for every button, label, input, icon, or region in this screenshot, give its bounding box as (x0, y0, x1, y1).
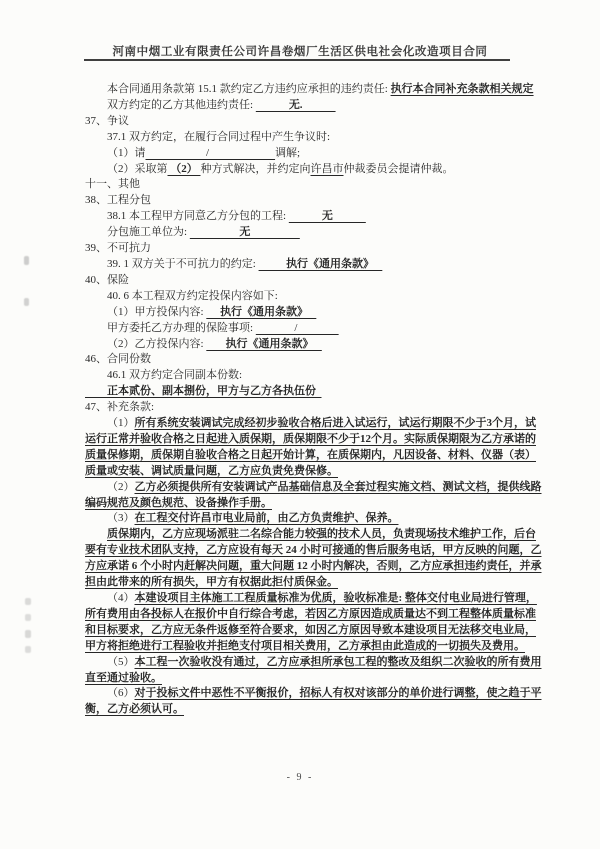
filled-in-text: 执行《通用条款》 (206, 305, 317, 318)
doc-paragraph (85, 98, 542, 114)
doc-paragraph (85, 209, 542, 225)
margin-smudge (25, 646, 31, 653)
doc-paragraph (85, 591, 542, 655)
paragraph-text: 46、合同份数 (85, 353, 151, 366)
paragraph-text: （6） (107, 687, 135, 700)
filled-in-text: 无. (255, 98, 336, 111)
doc-paragraph (85, 511, 542, 527)
paragraph-text: （2）采取第 (107, 162, 168, 175)
doc-paragraph (85, 225, 542, 241)
doc-paragraph (85, 321, 542, 337)
paragraph-text: 46.1 双方约定合同副本份数: (107, 369, 243, 382)
document-title: 河南中烟工业有限责任公司许昌卷烟厂生活区供电社会化改造项目合同 (112, 46, 488, 58)
paragraph-text: 39. 1 双方关于不可抗力的约定: (107, 257, 259, 270)
filled-in-text: 本建设项目主体施工工程质量标准为优质，验收标准是: 整体交付电业局进行管理，所有费用由各投标人在报价中自行综合考虑，若因乙方原因造成质量达不到工程整体质量标准和目标要求，乙方应无条件返修至符合要求，如因乙方原因导致本建设项目无法移交电业局，甲方将拒绝进行工程验收并拒绝支付项目相关费用，乙方承担由此造成的一切损失及费用。 (85, 592, 537, 652)
paragraph-text: （2）乙方投保内容: (107, 337, 207, 350)
filled-in-text: 在工程交付许昌市电业局前，由乙方负责维护、保养。 (134, 512, 399, 525)
paragraph-text: 双方约定的乙方其他违约责任: (107, 98, 256, 111)
paragraph-text: 种方式解决，并约定向 (200, 162, 311, 175)
filled-in-text: 质保期内，乙方应现场派驻二名综合能力较强的技术人员，负责现场技术维护工作，后台要有专业技术团队支持，乙方应设有每天 24 小时可接通的售后服务电话，甲方反映的问题，乙方应承诺 6 个小时内赶解决问题，重大问题 12 小时内解决，否则，乙方应承担违约责任，并承担由此带来的所有损失，甲方有权据此拒付质保金。 (85, 528, 542, 589)
filled-in-text: 对于投标文件中恶性不平衡报价，招标人有权对该部分的单价进行调整，使之趋于平衡，乙方必须认可。 (85, 687, 542, 716)
filled-in-text: / (145, 146, 276, 159)
margin-smudge (25, 598, 31, 605)
paragraph-text: 39、不可抗力 (85, 242, 151, 255)
document-body (85, 82, 542, 718)
filled-in-text: 乙方必须提供所有安装调试产品基础信息及全套过程实施文档、测试文档，提供线路编码规范及颜色规范、设备操作手册。 (85, 480, 542, 509)
margin-smudge (25, 614, 31, 621)
doc-paragraph (85, 416, 542, 480)
doc-paragraph (85, 352, 542, 368)
filled-in-text: / (255, 321, 339, 334)
paragraph-text: 38、工程分包 (85, 194, 151, 207)
doc-paragraph (85, 400, 542, 416)
paragraph-text: （1）请 (107, 146, 146, 159)
doc-paragraph (85, 655, 542, 687)
paragraph-text: （2） (107, 480, 135, 493)
paragraph-text: （1） (107, 417, 135, 430)
paragraph-text: 40、保险 (85, 273, 129, 286)
doc-paragraph (85, 480, 542, 512)
filled-in-text: 执行《通用条款》 (258, 257, 383, 270)
paragraph-text: 本合同通用条款第 15.1 款约定乙方违约应承担的违约责任: (107, 83, 391, 95)
doc-paragraph (85, 686, 542, 718)
paragraph-text: 甲方委托乙方办理的保险事项: (107, 321, 256, 334)
filled-in-text: 本工程一次验收没有通过，乙方应承担所承包工程的整改及组织二次验收的所有费用直至通过验收。 (85, 655, 542, 684)
doc-paragraph (85, 130, 542, 146)
filled-in-text: 执行本合同补充条款相关规定 (390, 83, 534, 95)
doc-paragraph (85, 273, 542, 289)
filled-in-text: 执行《通用条款》 (206, 337, 322, 350)
doc-paragraph (85, 177, 542, 193)
paragraph-text: （4） (107, 592, 135, 604)
paragraph-text: 38.1 本工程甲方同意乙方分包的工程: (107, 210, 289, 223)
margin-smudge (25, 630, 31, 638)
paragraph-text: 40. 6 本工程双方约定投保内容如下: (107, 289, 278, 302)
filled-in-text: 许昌市 (310, 162, 344, 175)
paragraph-text: 37.1 双方约定，在履行合同过程中产生争议时: (107, 130, 331, 143)
paragraph-text: 47、补充条款: (85, 401, 155, 414)
doc-paragraph (85, 82, 542, 98)
paragraph-text: 分包施工单位为: (107, 226, 190, 239)
paragraph-text: （1）甲方投保内容: (107, 305, 207, 318)
doc-paragraph (85, 162, 542, 178)
doc-paragraph (85, 368, 542, 384)
margin-smudge (24, 256, 29, 265)
paragraph-text: 十一、其他 (85, 178, 140, 191)
paragraph-text: 37、争议 (85, 114, 129, 127)
filled-in-text: 所有系统安装调试完成经初步验收合格后进入试运行，试运行期限不少于3个月，试运行正常并验收合格之日起进入质保期，质保期限不少于12个月。实际质保期限为乙方承诺的质量保修期，质保期自验收合格之日起开始计算，在质保期内，凡因设备、材料、仪器（表）质量或安装、调试质量问题，乙方应负责免费保修。 (85, 417, 536, 477)
paragraph-text: （5） (107, 655, 135, 668)
doc-paragraph (85, 337, 542, 353)
doc-paragraph (85, 289, 542, 305)
margin-smudge (24, 298, 29, 306)
doc-paragraph (85, 193, 542, 209)
doc-paragraph (85, 257, 542, 273)
page-number: - 9 - (286, 772, 314, 783)
doc-paragraph (85, 305, 542, 321)
doc-paragraph (85, 241, 542, 257)
filled-in-text: （2） (167, 162, 201, 175)
filled-in-text: 无 (288, 210, 366, 223)
doc-paragraph (85, 384, 542, 400)
paragraph-text: 调解; (275, 146, 301, 159)
filled-in-text: 正本贰份、副本捌份，甲方与乙方各执伍份 (85, 385, 322, 398)
paragraph-text: （3） (107, 512, 135, 525)
doc-paragraph (85, 527, 542, 591)
doc-paragraph (85, 114, 542, 130)
filled-in-text: 无 (189, 226, 300, 239)
paragraph-text: 仲裁委员会提请仲裁。 (343, 162, 454, 175)
doc-paragraph (85, 146, 542, 162)
header-rule (84, 59, 510, 61)
